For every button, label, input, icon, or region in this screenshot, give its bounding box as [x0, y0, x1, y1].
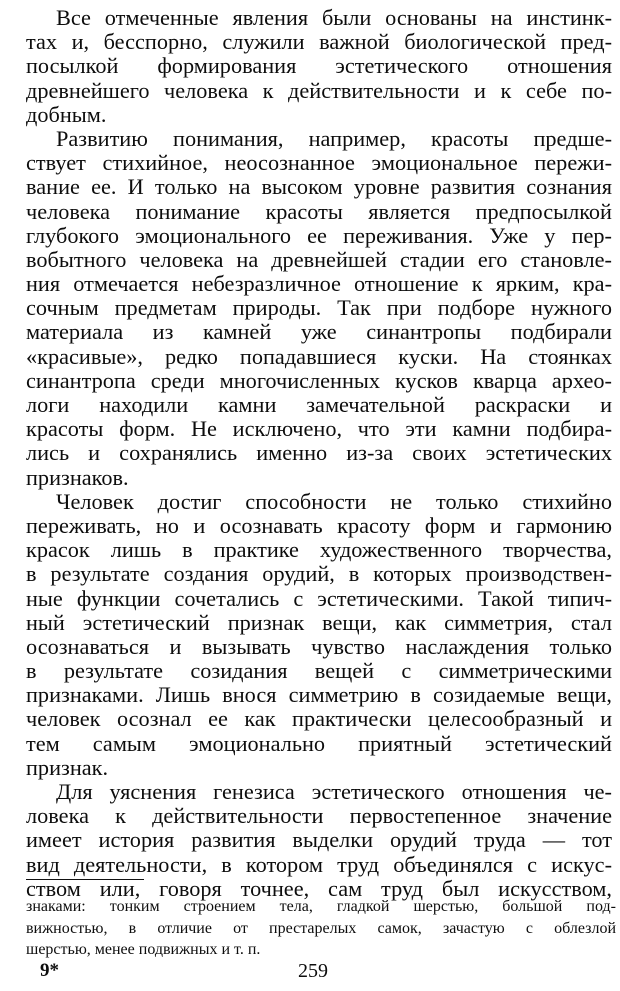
text-line: ния отмечается небезразличное отношение к ярким, кра-: [26, 271, 612, 297]
body-text: [26, 6, 612, 901]
printer-signature: 9*: [40, 960, 59, 981]
text-line: тем самым эмоционально приятный эстетический: [26, 730, 612, 756]
text-line: признаков.: [26, 464, 129, 490]
paragraph-4: [26, 780, 612, 901]
text-line: посылкой формирования эстетического отношения: [26, 53, 612, 79]
footnote: [26, 896, 616, 961]
text-line: ный эстетический признак вещи, как симметрия, стал: [26, 609, 612, 635]
text-line: вобытного человека на древнейшей стадии его становле-: [26, 246, 612, 272]
text-line: ные функции сочетались с эстетическими. Такой типич-: [26, 585, 612, 611]
footnote-line: знаками: тонким строением тела, гладкой шерстью, большой под-: [26, 898, 616, 915]
footnote-line: вижностью, в отличие от престарелых самок, зачастую с облезлой: [26, 919, 616, 937]
text-line: Человек достиг способности не только стихийно: [56, 488, 612, 514]
text-line: лись и сохранялись именно из-за своих эстетических: [26, 440, 612, 466]
text-line: вид деятельности, в котором труд объединялся с искус-: [26, 851, 612, 877]
text-line: добным.: [26, 101, 107, 127]
text-line: признаками. Лишь внося симметрию в созидаемые вещи,: [26, 682, 612, 708]
text-line: ствует стихийное, неосознанное эмоциональное пережи-: [26, 150, 612, 176]
text-line: сочным предметам природы. Так при подборе нужного: [26, 295, 612, 321]
book-page: [26, 0, 616, 991]
text-line: в результате созидания вещей с симметрическими: [26, 658, 612, 684]
text-line: древнейшего человека к действительности и к себе по-: [26, 77, 612, 103]
text-line: тах и, бесспорно, служили важной биологической пред-: [26, 29, 612, 55]
text-line: красок лишь в практике художественного творчества,: [26, 537, 612, 563]
text-line: вание ее. И только на высоком уровне развития сознания: [26, 174, 612, 200]
paragraph-2: [26, 127, 612, 490]
paragraph-1: [26, 6, 612, 127]
text-line: Развитию понимания, например, красоты предше-: [56, 125, 612, 151]
text-line: Все отмеченные явления были основаны на инстинк-: [56, 5, 612, 30]
paragraph-3: [26, 490, 612, 780]
text-line: имеет история развития выделки орудий труда — тот: [26, 827, 612, 853]
text-line: в результате создания орудий, в которых производствен-: [26, 561, 612, 587]
text-line: Для уяснения генезиса эстетического отношения че-: [56, 779, 612, 804]
text-line: человек осознал ее как практически целесообразный и: [26, 706, 612, 732]
text-line: материала из камней уже синантропы подбирали: [26, 319, 612, 345]
text-line: красоты форм. Не исключено, что эти камни подбира-: [26, 416, 612, 442]
text-line: осознаваться и вызывать чувство наслаждения только: [26, 633, 612, 659]
text-line: ловека к действительности первостепенное значение: [26, 803, 612, 829]
text-line: признак.: [26, 754, 109, 780]
text-line: логи находили камни замечательной раскраски и: [26, 392, 612, 417]
text-line: «красивые», редко попадавшиеся куски. На стоянках: [26, 343, 612, 369]
text-line: человека понимание красоты является предпосылкой: [26, 198, 612, 224]
text-line: переживать, но и осознавать красоту форм и гармонию: [26, 512, 612, 538]
footnote-line: шерстью, менее подвижных и т. п.: [26, 941, 261, 958]
text-line: ством или, говоря точнее, сам труд был искусством,: [26, 875, 612, 901]
footnote-divider: [26, 879, 144, 880]
page-number: 259: [298, 960, 328, 982]
text-line: глубокого эмоционального ее переживания. Уже у пер-: [26, 222, 612, 248]
text-line: синантропа среди многочисленных кусков кварца архео-: [26, 367, 612, 393]
